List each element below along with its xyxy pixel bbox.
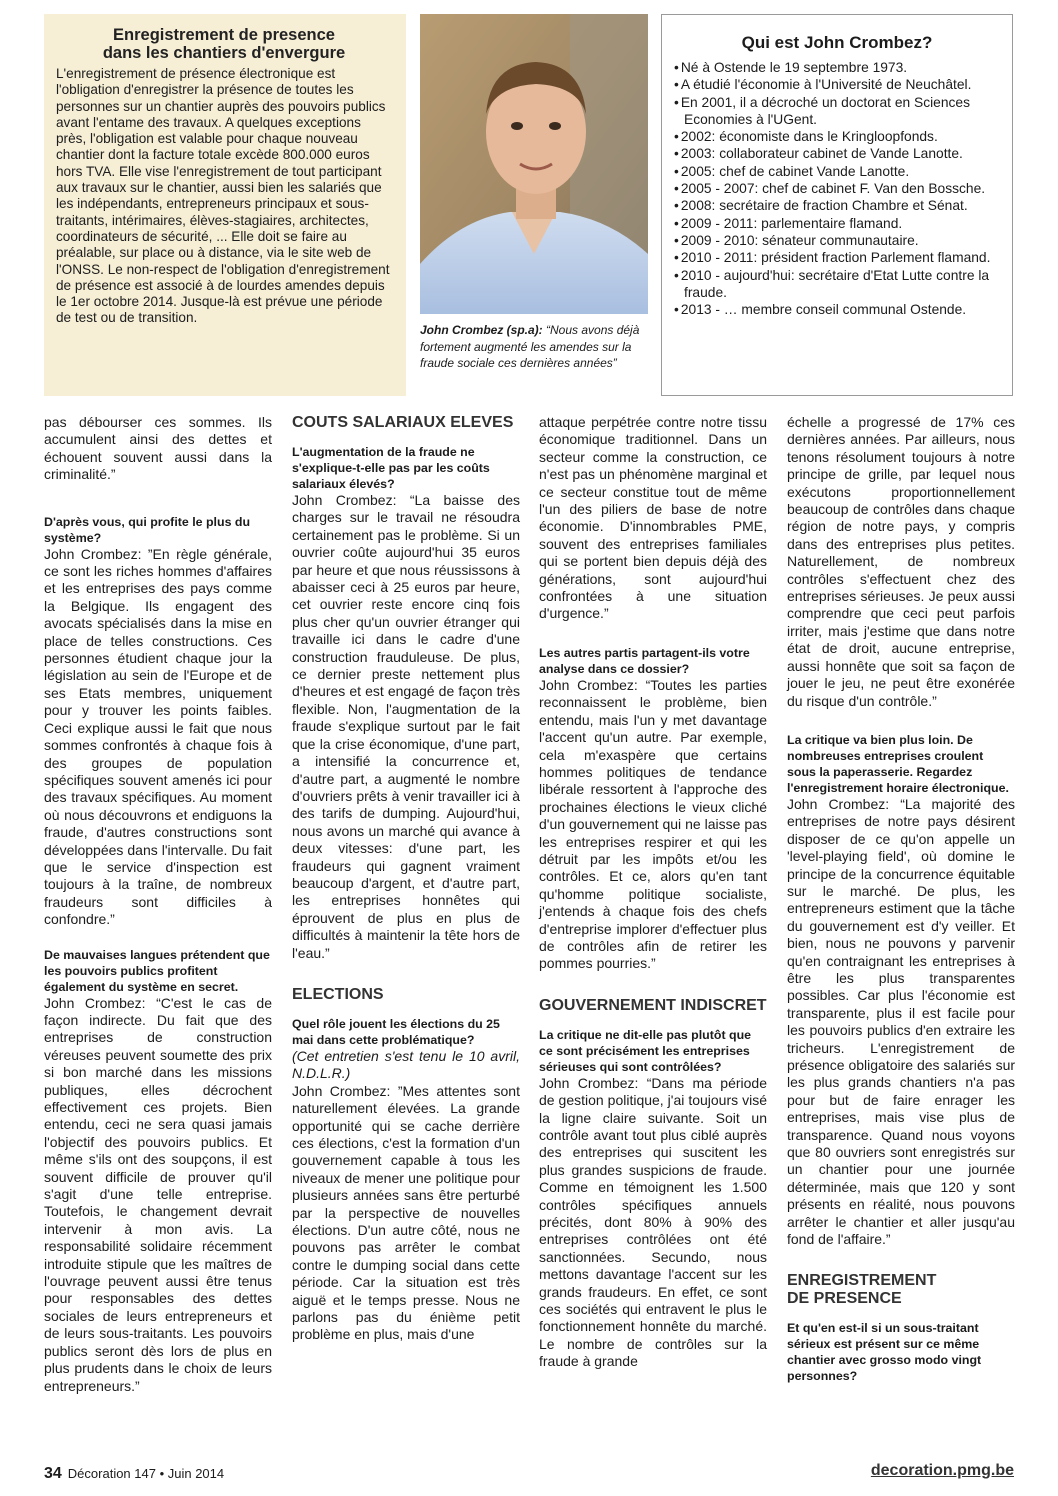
box-title — [56, 26, 392, 62]
bio-item: • A étudié l'économie à l'Université de Neuchâtel. — [674, 76, 1000, 93]
photo-caption — [420, 322, 652, 372]
paragraph: John Crombez: ”En règle générale, ce sont les riches hommes d'affaires et les entreprises des pays comme la Belgique. Ils engagent des avocats spécialisés dans la mise en place de telles constructions. Ces personnes étudient chaque jour la législation au sein de l'Europe et de ses Etats membres, uniquement pour y trouver les points faibles. Ceci explique aussi le fait que nous sommes confrontés à chaque fois à des groupes de population spécifiques souvent amenés ici pour des travaux spécifiques. Au moment où nous découvrons et endiguons la fraude, d'autres constructions sont développées dans l'intervalle. Du fait que le service d'inspection est toujours à la traîne, de nombreux fraudeurs sont difficiles à confondre.” — [44, 545, 272, 928]
issue-info: Décoration 147 • Juin 2014 — [67, 1466, 225, 1481]
box-title-line1: Enregistrement de presence — [113, 26, 335, 44]
article-column-2 — [292, 414, 520, 1344]
bio-item: • 2002: économiste dans le Kringloopfonds. — [674, 128, 1000, 145]
interview-question: Quel rôle jouent les élections du 25 mai dans cette problématique? — [292, 1016, 500, 1047]
paragraph: John Crombez: “La baisse des charges sur le travail ne résoudra certainement pas le problème. Si un ouvrier coûte aujourd'hui 35 euros par heure et que nous réussissons à abaisser ceci à 25 euros par heure, cet ouvrier reste encore cinq fois plus cher qu'un ouvrier étranger qui travaille ici dans le cadre d'une construction frauduleuse. De plus, ce dernier preste nettement plus d'heures et est engagé de façon très flexible. Non, l'augmentation de la fraude s'explique surtout par le fait que la crise économique, d'une part, a intensifié la concurrence et, d'autre part, a augmenté le nombre d'ouvriers prêts à venir travailler ici à des tarifs de dumping. Aujourd'hui, nous avons un marché qui avance à deux vitesses: d'une part, les fraudeurs qui gagnent vraiment beaucoup d'argent, et d'autre part, les entreprises honnêtes qui éprouvent de plus en plus de difficultés à maintenir la tête hors de l'eau.” — [292, 492, 520, 961]
bio-item: • 2010 - aujourd'hui: secrétaire d'Etat Lutte contre la fraude. — [674, 267, 1000, 302]
article-column-3 — [539, 414, 767, 1371]
bio-item: • 2005: chef de cabinet Vande Lanotte. — [674, 163, 1000, 180]
editor-note: (Cet entretien s'est tenu le 10 avril, N.D.L.R.) — [292, 1047, 520, 1082]
paragraph: John Crombez: “C'est le cas de façon indirecte. Du fait que des entreprises de construction véreuses peuvent soumette des prix si bon marché dans les missions publiques, elles décrochent effectivement ces projets. Bien entendu, ceci ne sera quasi jamais l'objectif des pouvoirs publics. Et même s'ils ont des soupçons, il est souvent difficile de prouver qu'il s'agit d'une telle entreprise. Toutefois, le changement devrait intervenir à mon avis. La responsabilité solidaire récemment introduite stipule que les maîtres de l'ouvrage peuvent aussi être tenus pour responsables des dettes sociales de leurs entrepreneurs et de leurs sous-traitants. Les pouvoirs publics seront dès lors de plus en plus prudents dans le choix de leurs entrepreneurs.” — [44, 994, 272, 1394]
article-column-1 — [44, 414, 272, 1395]
bio-title: Qui est John Crombez? — [741, 33, 933, 52]
section-heading: COUTS SALARIAUX ELEVES — [292, 414, 514, 431]
interview-question: D'après vous, qui profite le plus du système? — [44, 514, 251, 545]
section-heading-line2: DE PRESENCE — [787, 1290, 902, 1308]
interview-question: Et qu'en est-il si un sous-traitant sérieux est présent sur ce même chantier avec grosso modo vingt personnes? — [787, 1321, 982, 1384]
interview-question: La critique va bien plus loin. De nombreuses entreprises croulent sous la paperasserie. Regardez l'enregistrement horaire électronique. — [787, 732, 1009, 795]
article-column-4 — [787, 414, 1015, 1384]
bio-list — [674, 59, 1000, 318]
box-title-line2: dans les chantiers d'envergure — [102, 44, 346, 62]
section-heading: ELECTIONS — [292, 985, 384, 1003]
caption-name: John Crombez (sp.a): — [420, 323, 543, 337]
bio-item: • Né à Ostende le 19 septembre 1973. — [674, 59, 1000, 76]
paragraph: attaque perpétrée contre notre tissu économique traditionnel. Dans un secteur comme la construction, ce n'est pas un phénomène marginal et ce secteur constitue tout de même l'un des piliers de base de notre économie. D'innombrables PME, souvent des entreprises familiales qui se portent bien depuis déjà des générations, sont aujourd'hui confrontées à une situation d'urgence.” — [539, 414, 767, 622]
section-heading — [787, 1272, 1015, 1308]
footer-site-link[interactable]: decoration.pmg.be — [870, 1462, 1014, 1479]
paragraph: John Crombez: “Toutes les parties reconnaissent le problème, bien entendu, mais l'un y met davantage l'accent qu'un autre. Par exemple, cela m'exaspère que certains hommes politiques de tendance libérale ressortent à l'approche des prochaines élections le vieux cliché d'un gouvernement qui ne laisse pas les entreprises respirer et qui les détruit par les impôts et/ou les contrôles. Et ce, alors qu'en tant qu'homme politique socialiste, j'entends à chaque fois des chefs d'entreprise implorer d'effectuer plus de contrôles afin de retirer les pommes pourries.” — [539, 676, 767, 972]
portrait-photo — [420, 14, 648, 314]
caption-quote: “Nous avons déjà fortement augmenté les amendes sur la fraude sociale ces dernières années” — [420, 323, 640, 370]
page-number: 34 — [44, 1465, 62, 1482]
paragraph: échelle a progressé de 17% ces dernières années. Par ailleurs, nous tenons résolument toujours à notre principe de grille, par lequel nous exécutons proportionnellement beaucoup de contrôles dans chaque région de notre pays, y compris dans des entreprises plus petites. Naturellement, de nombreux contrôles s'effectuent chez des entreprises sérieuses. Je peux aussi comprendre que ceci peut parfois irriter, mais j'estime que dans notre état de droit, aucune entreprise, aussi honnête que soit sa façon de jouer le jeu, ne peut être exonérée du risque d'un contrôle.” — [787, 414, 1015, 709]
bio-item: • 2008: secrétaire de fraction Chambre et Sénat. — [674, 197, 1000, 214]
bio-item: • 2010 - 2011: président fraction Parlement flamand. — [674, 249, 1000, 266]
section-heading: GOUVERNEMENT INDISCRET — [539, 996, 767, 1014]
paragraph: John Crombez: ”Mes attentes sont naturellement élevées. La grande opportunité qui se cache derrière ces élections, c'est la formation d'un gouvernement capable à tous les niveaux de mener une politique pour plusieurs années sans être perturbé par la perspective de nouvelles élections. D'un autre côté, nous ne pouvons pas arrêter le combat contre le dumping social dans cette période. Car la situation est très aiguë et le temps presse. Nous ne parlons pas du énième petit problème en plus, mais d'une — [292, 1082, 520, 1343]
bio-item: • 2009 - 2011: parlementaire flamand. — [674, 215, 1000, 232]
sidebar-box-enregistrement — [44, 14, 406, 396]
paragraph: John Crombez: “La majorité des entreprises de notre pays désirent disposer de ce qu'on appelle un 'level-playing field', où domine le principe de la concurrence équitable sur le marché. De plus, les entrepreneurs estiment que la tâche du gouvernement est d'y veiller. Et bien, nous ne pouvons y parvenir qu'en contraignant les entreprises à être les plus transparentes possibles. Car plus l'économie est transparente, plus il est facile pour les pouvoirs publics d'en extraire les tricheurs. L'enregistrement de présence obligatoire des salariés sur les plus grands chantiers n'a pas pour but de faire enrager les entreprises, mais vise plus de transparence. Quand nous voyons que 80 ouvriers sont enregistrés sur un chantier pour une journée déterminée, mais que 120 y sont présents en réalité, nous pouvons arrêter le chantier et aller jusqu'au fond de l'affaire.” — [787, 795, 1016, 1248]
paragraph: John Crombez: “Dans ma période de gestion politique, j'ai toujours visé la ligne claire suivante. Soit un contrôle avant tout plus ciblé auprès des entreprises qui suscitent les plus grandes suspicions de fraude. Comme en témoignent les 1.500 contrôles spécifiques annuels précités, dont 80% à 90% des entreprises contrôlées ont été sanctionnées. Secundo, nous mettons davantage l'accent sur les grands fraudeurs. En effet, ce sont ces sociétés qui entravent le plus le fonctionnement honnête du marché. Le nombre de contrôles sur la fraude à grande — [539, 1074, 767, 1370]
bio-item: • 2005 - 2007: chef de cabinet F. Van den Bossche. — [674, 180, 1000, 197]
interview-question: L'augmentation de la fraude ne s'explique-t-elle pas par les coûts salariaux élevés? — [292, 445, 490, 491]
interview-question: La critique ne dit-elle pas plutôt que ce sont précisément les entreprises sérieuses qui sont contrôlées? — [539, 1027, 752, 1074]
paragraph: pas débourser ces sommes. Ils accumulent ainsi des dettes et échouent souvent aussi dans la criminalité.” — [44, 414, 272, 483]
bio-item: • 2013 - … membre conseil communal Ostende. — [674, 301, 1000, 318]
bio-box — [661, 14, 1013, 396]
bio-item: • 2003: collaborateur cabinet de Vande Lanotte. — [674, 145, 1000, 162]
interview-question: De mauvaises langues prétendent que les pouvoirs publics profitent également du système en secret. — [44, 947, 270, 994]
section-heading-line1: ENREGISTREMENT — [787, 1272, 937, 1290]
footer-issue — [44, 1465, 224, 1483]
box-text: L'enregistrement de présence électronique est l'obligation d'enregistrer la présence de toutes les personnes sur un chantier auprès des pouvoirs publics avant l'entame des travaux. A quelques exceptions près, l'obligation est valable pour chaque nouveau chantier dont la facture totale excède 800.000 euros hors TVA. Elle vise l'enregistrement de tout participant aux travaux sur le chantier, aussi bien les salariés que les indépendants, entrepreneurs principaux et sous-traitants, intérimaires, élèves-stagiaires, architectes, coordinateurs de sécurité, ... Elle doit se faire au préalable, sur place ou à distance, via le site web de l'ONSS. Le non-respect de l'obligation d'enregistrement de présence est associé à de lourdes amendes depuis le 1er octobre 2014. Jusque-là est prévue une période de test ou de transition. — [56, 66, 390, 326]
interview-question: Les autres partis partagent-ils votre analyse dans ce dossier? — [539, 645, 750, 676]
bio-item: • En 2001, il a décroché un doctorat en Sciences Economies à l'UGent. — [674, 94, 1000, 129]
bio-item: • 2009 - 2010: sénateur communautaire. — [674, 232, 1000, 249]
